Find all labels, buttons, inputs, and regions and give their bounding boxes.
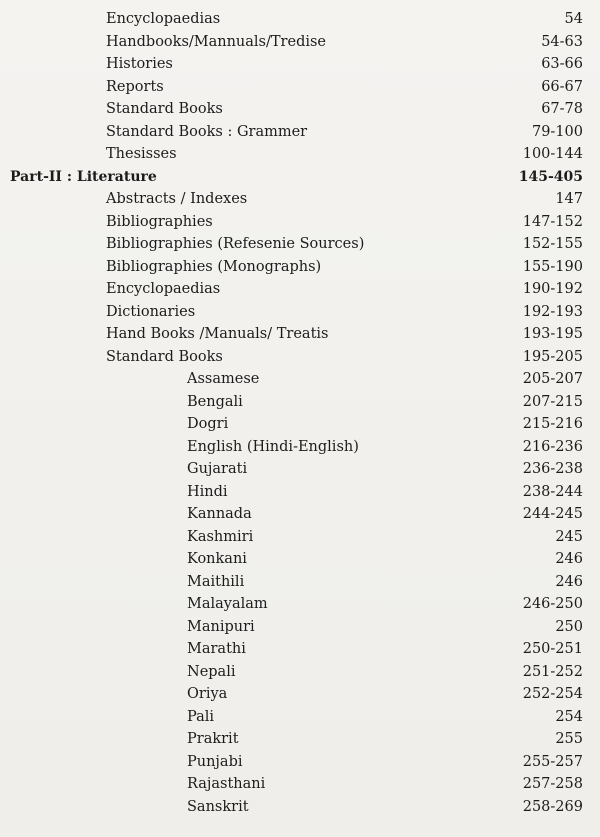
toc-subsection-entry: [0, 773, 600, 796]
toc-subsection-entry: [0, 683, 600, 706]
toc-entry-title: Encyclopaedias: [106, 281, 221, 297]
toc-entry-pages: 152-155: [522, 236, 583, 252]
toc-entry-title: Kashmiri: [187, 528, 254, 545]
toc-section-entry: [0, 98, 600, 121]
toc-entry-title: Nepali: [187, 663, 236, 680]
toc-subsection-entry: [0, 548, 600, 571]
toc-entry-pages: 54-63: [541, 33, 583, 50]
toc-entry-title: Maithili: [187, 573, 245, 590]
toc-entry-pages: 147: [555, 191, 583, 207]
toc-section-entry: [0, 8, 600, 31]
toc-subsection-entry: [0, 751, 600, 774]
toc-entry-pages: 257-258: [522, 776, 583, 792]
toc-entry-pages: 244-245: [522, 506, 583, 522]
toc-subsection-entry: [0, 638, 600, 661]
toc-section-entry: [0, 256, 600, 279]
toc-entry-pages: 193-195: [522, 326, 583, 342]
toc-entry-title: Sanskrit: [187, 798, 249, 815]
toc-entry-pages: 207-215: [522, 393, 583, 410]
toc-entry-title: Standard Books: [106, 101, 223, 117]
toc-entry-title: Oriya: [187, 686, 228, 702]
toc-entry-title: Konkani: [187, 551, 247, 567]
toc-entry-pages: 251-252: [522, 663, 583, 680]
toc-entry-title: Bibliographies (Refesenie Sources): [106, 236, 365, 252]
toc-entry-pages: 67-78: [541, 101, 583, 117]
toc-section-entry: [0, 211, 600, 234]
toc-entry-title: Pali: [187, 708, 215, 725]
toc-entry-pages: 255-257: [522, 753, 583, 770]
toc-section-entry: [0, 278, 600, 301]
toc-entry-pages: 216-236: [522, 438, 583, 455]
toc-section-entry: [0, 121, 600, 144]
toc-section-entry: [0, 188, 600, 211]
toc-entry-pages: 155-190: [522, 258, 583, 275]
toc-entry-pages: 245: [555, 528, 583, 545]
toc-entry-pages: 252-254: [522, 686, 583, 702]
toc-entry-title: Reports: [106, 78, 164, 95]
table-of-contents: [0, 8, 600, 818]
toc-section-entry: [0, 301, 600, 324]
toc-entry-title: Punjabi: [187, 753, 243, 770]
toc-entry-pages: 246: [555, 551, 583, 567]
toc-section-entry: [0, 53, 600, 76]
toc-entry-title: Histories: [106, 56, 173, 72]
toc-entry-pages: 258-269: [522, 798, 583, 815]
toc-subsection-entry: [0, 526, 600, 549]
toc-entry-title: Encyclopaedias: [106, 11, 221, 27]
toc-entry-pages: 215-216: [522, 416, 583, 432]
toc-entry-pages: 195-205: [522, 348, 583, 365]
toc-subsection-entry: [0, 481, 600, 504]
toc-entry-pages: 250: [555, 618, 583, 635]
toc-subsection-entry: [0, 593, 600, 616]
toc-entry-title: Thesisses: [106, 146, 177, 162]
toc-section-entry: [0, 323, 600, 346]
toc-entry-title: Prakrit: [187, 731, 239, 747]
toc-section-entry: [0, 233, 600, 256]
toc-section-entry: [0, 346, 600, 369]
toc-subsection-entry: [0, 458, 600, 481]
toc-entry-title: Standard Books : Grammer: [106, 123, 308, 140]
toc-entry-title: Kannada: [187, 506, 252, 522]
toc-subsection-entry: [0, 571, 600, 594]
toc-entry-title: Abstracts / Indexes: [106, 191, 248, 207]
toc-entry-pages: 254: [555, 708, 583, 725]
toc-subsection-entry: [0, 368, 600, 391]
toc-entry-pages: 246: [555, 573, 583, 590]
toc-entry-title: Bibliographies: [106, 213, 213, 230]
toc-entry-title: Gujarati: [187, 461, 248, 477]
toc-entry-title: Hindi: [187, 483, 228, 500]
toc-entry-title: Hand Books /Manuals/ Treatis: [106, 326, 329, 342]
toc-entry-title: Dictionaries: [106, 303, 196, 320]
toc-subsection-entry: [0, 391, 600, 414]
toc-subsection-entry: [0, 616, 600, 639]
toc-entry-pages: 63-66: [541, 56, 583, 72]
toc-entry-title: Assamese: [187, 371, 260, 387]
toc-entry-pages: 66-67: [541, 78, 583, 95]
toc-subsection-entry: [0, 796, 600, 819]
toc-entry-pages: 100-144: [522, 146, 583, 162]
toc-entry-pages: 246-250: [522, 596, 583, 612]
toc-entry-title: Malayalam: [187, 596, 268, 612]
toc-section-entry: [0, 76, 600, 99]
toc-entry-title: English (Hindi-English): [187, 438, 359, 455]
toc-subsection-entry: [0, 503, 600, 526]
toc-entry-pages: 190-192: [522, 281, 583, 297]
toc-entry-title: Part-II : Literature: [10, 168, 157, 185]
toc-section-entry: [0, 143, 600, 166]
toc-section-entry: [0, 31, 600, 54]
toc-entry-pages: 236-238: [522, 461, 583, 477]
toc-entry-title: Rajasthani: [187, 776, 266, 792]
toc-entry-pages: 147-152: [522, 213, 583, 230]
toc-subsection-entry: [0, 413, 600, 436]
toc-entry-title: Bengali: [187, 393, 243, 410]
toc-part-heading: [0, 166, 600, 189]
toc-entry-title: Standard Books: [106, 348, 223, 365]
toc-entry-pages: 145-405: [518, 168, 583, 185]
toc-entry-pages: 54: [564, 11, 583, 27]
toc-entry-pages: 250-251: [522, 641, 583, 657]
toc-subsection-entry: [0, 728, 600, 751]
toc-entry-pages: 238-244: [522, 483, 583, 500]
toc-subsection-entry: [0, 661, 600, 684]
toc-entry-title: Bibliographies (Monographs): [106, 258, 322, 275]
toc-entry-pages: 192-193: [522, 303, 583, 320]
toc-entry-pages: 205-207: [522, 371, 583, 387]
toc-entry-pages: 255: [555, 731, 583, 747]
toc-subsection-entry: [0, 436, 600, 459]
toc-entry-title: Marathi: [187, 641, 246, 657]
toc-subsection-entry: [0, 706, 600, 729]
toc-entry-title: Dogri: [187, 416, 229, 432]
toc-entry-pages: 79-100: [531, 123, 583, 140]
toc-entry-title: Handbooks/Mannuals/Tredise: [106, 33, 327, 50]
toc-entry-title: Manipuri: [187, 618, 255, 635]
